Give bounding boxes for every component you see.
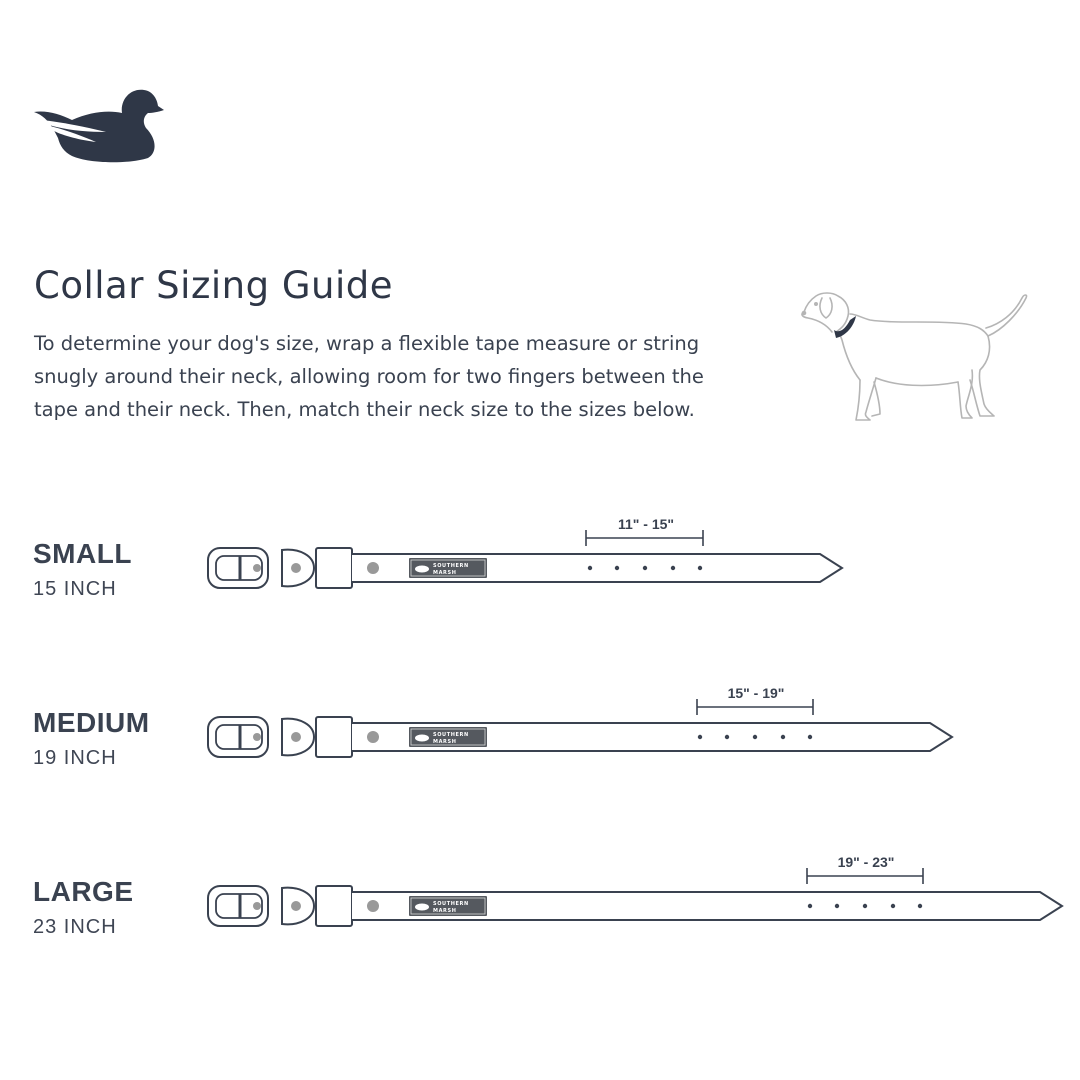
collar-medium-icon — [200, 685, 1070, 765]
tag-brand-line1: SOUTHERN — [433, 563, 469, 569]
collar-large-icon — [200, 854, 1070, 934]
size-name: SMALL — [33, 538, 132, 569]
size-length: 23 INCH — [33, 916, 117, 938]
page-title: Collar Sizing Guide — [34, 264, 393, 307]
size-range-label: 11" - 15" — [617, 516, 675, 532]
tag-brand-line2: MARSH — [433, 739, 457, 745]
size-length: 19 INCH — [33, 747, 117, 769]
collar-small-icon — [200, 516, 1070, 596]
size-range-label: 19" - 23" — [837, 854, 895, 870]
size-name: MEDIUM — [33, 707, 150, 738]
duck-logo-icon — [30, 86, 166, 166]
size-range-label: 15" - 19" — [727, 685, 785, 701]
size-length: 15 INCH — [33, 578, 117, 600]
size-row-medium — [0, 685, 1080, 807]
size-row-large — [0, 854, 1080, 976]
size-row-small — [0, 516, 1080, 638]
dog-with-collar-icon — [796, 284, 1036, 430]
sizing-instructions: To determine your dog's size, wrap a flexible tape measure or string snugly around their neck, allowing room for two fingers between the tape and their neck. Then, match their neck size to the sizes below. — [34, 332, 704, 421]
tag-brand-line1: SOUTHERN — [433, 901, 469, 907]
tag-brand-line1: SOUTHERN — [433, 732, 469, 738]
tag-brand-line2: MARSH — [433, 570, 457, 576]
size-name: LARGE — [33, 876, 134, 907]
tag-brand-line2: MARSH — [433, 908, 457, 914]
